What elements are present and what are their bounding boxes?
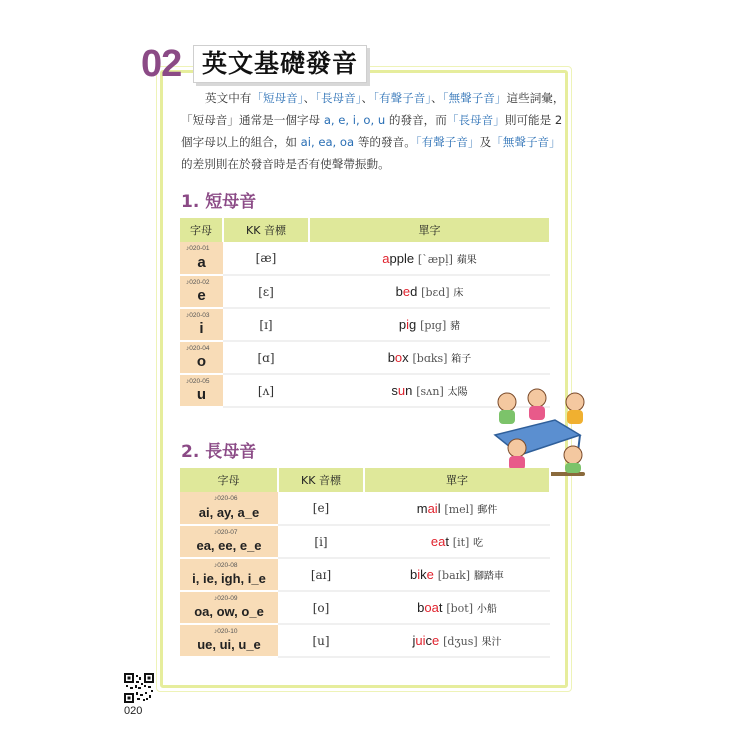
intro-line-1: 英文中有「短母音」、「長母音」、「有聲子音」、「無聲子音」這些詞彙， (205, 91, 565, 105)
col-header-word: 單字 (364, 468, 550, 492)
col-header-letter: 字母 (180, 218, 223, 242)
audio-track-label[interactable]: ♪020-08 (214, 562, 238, 569)
table-header-row (180, 218, 550, 242)
table-row (180, 624, 550, 657)
letter-cell: ♪020-10 ue, ui, u_e (180, 624, 278, 657)
letter-cell: ♪020-06 ai, ay, a_e (180, 492, 278, 525)
kk-cell: [æ] (223, 242, 309, 275)
child-face-icon (564, 446, 582, 464)
word-cell: boat [bot] 小船 (364, 591, 550, 624)
table-row (180, 242, 550, 275)
audio-track-label[interactable]: ♪020-02 (186, 279, 210, 286)
word-cell: pig [pɪg] 豬 (309, 308, 550, 341)
audio-track-label[interactable]: ♪020-10 (214, 628, 238, 635)
word-cell: mail [mel] 郵件 (364, 492, 550, 525)
letter-cell: ♪020-08 i, ie, igh, i_e (180, 558, 278, 591)
child-shirt-icon (499, 410, 515, 424)
child-shirt-icon (529, 406, 545, 420)
section-title-short-vowels: 1. 短母音 (181, 192, 257, 212)
child-face-icon (566, 393, 584, 411)
letter-cell: ♪020-07 ea, ee, e_e (180, 525, 278, 558)
word-cell: bed [bɛd] 床 (309, 275, 550, 308)
audio-track-label[interactable]: ♪020-04 (186, 345, 210, 352)
kk-cell: [ɑ] (223, 341, 309, 374)
audio-track-label[interactable]: ♪020-05 (186, 378, 210, 385)
table-row (180, 341, 550, 374)
kk-cell: [ɛ] (223, 275, 309, 308)
word-cell: sun [sʌn] 太陽 (309, 374, 550, 407)
kk-cell: [ʌ] (223, 374, 309, 407)
table-row (180, 558, 550, 591)
child-face-icon (508, 439, 526, 457)
kk-cell: [i] (278, 525, 364, 558)
table-row (180, 492, 550, 525)
table-row (180, 525, 550, 558)
qr-code-icon[interactable] (124, 673, 154, 703)
letter-cell: ♪020-03 i (180, 308, 223, 341)
intro-line-4: 的差別則在於發音時是否有使聲帶振動。 (181, 157, 390, 171)
audio-track-label[interactable]: ♪020-01 (186, 245, 210, 252)
letter-cell: ♪020-01 a (180, 242, 223, 275)
word-cell: bike [baɪk] 腳踏車 (364, 558, 550, 591)
kk-cell: [aɪ] (278, 558, 364, 591)
table-header-row (180, 468, 550, 492)
audio-track-label[interactable]: ♪020-06 (214, 495, 238, 502)
long-vowel-table (180, 468, 551, 658)
section-title-long-vowels: 2. 長母音 (181, 442, 257, 462)
letter-cell: ♪020-02 e (180, 275, 223, 308)
table-row (180, 275, 550, 308)
col-header-kk: KK 音標 (278, 468, 364, 492)
word-cell: box [bɑks] 箱子 (309, 341, 550, 374)
word-cell: eat [it] 吃 (364, 525, 550, 558)
col-header-kk: KK 音標 (223, 218, 309, 242)
col-header-word: 單字 (309, 218, 550, 242)
word-cell: apple [ˋæpḷ] 蘋果 (309, 242, 550, 275)
table-row (180, 308, 550, 341)
kk-cell: [e] (278, 492, 364, 525)
lesson-title: 英文基礎發音 (202, 49, 359, 78)
kk-cell: [o] (278, 591, 364, 624)
intro-paragraph (181, 87, 565, 175)
kk-cell: [ɪ] (223, 308, 309, 341)
audio-track-label[interactable]: ♪020-03 (186, 312, 210, 319)
child-face-icon (498, 393, 516, 411)
kk-cell: [u] (278, 624, 364, 657)
word-cell: juice [dʒus] 果汁 (364, 624, 550, 657)
col-header-letter: 字母 (180, 468, 278, 492)
child-face-icon (528, 389, 546, 407)
audio-track-label[interactable]: ♪020-07 (214, 529, 238, 536)
page-number: 020 (124, 705, 143, 717)
child-shirt-icon (565, 463, 581, 473)
intro-line-3: 個字母以上的組合，如 ai, ea, oa 等的發音。「有聲子音」及「無聲子音」 (181, 135, 561, 149)
lesson-number: 02 (141, 43, 182, 85)
letter-cell: ♪020-09 oa, ow, o_e (180, 591, 278, 624)
child-shirt-icon (567, 410, 583, 424)
intro-line-2: 「短母音」通常是一個字母 a, e, i, o, u 的發音，而「長母音」則可能是 2 (181, 113, 563, 127)
letter-cell: ♪020-05 u (180, 374, 223, 407)
letter-cell: ♪020-04 o (180, 341, 223, 374)
table-row (180, 591, 550, 624)
audio-track-label[interactable]: ♪020-09 (214, 595, 238, 602)
lesson-title-box (193, 45, 367, 83)
